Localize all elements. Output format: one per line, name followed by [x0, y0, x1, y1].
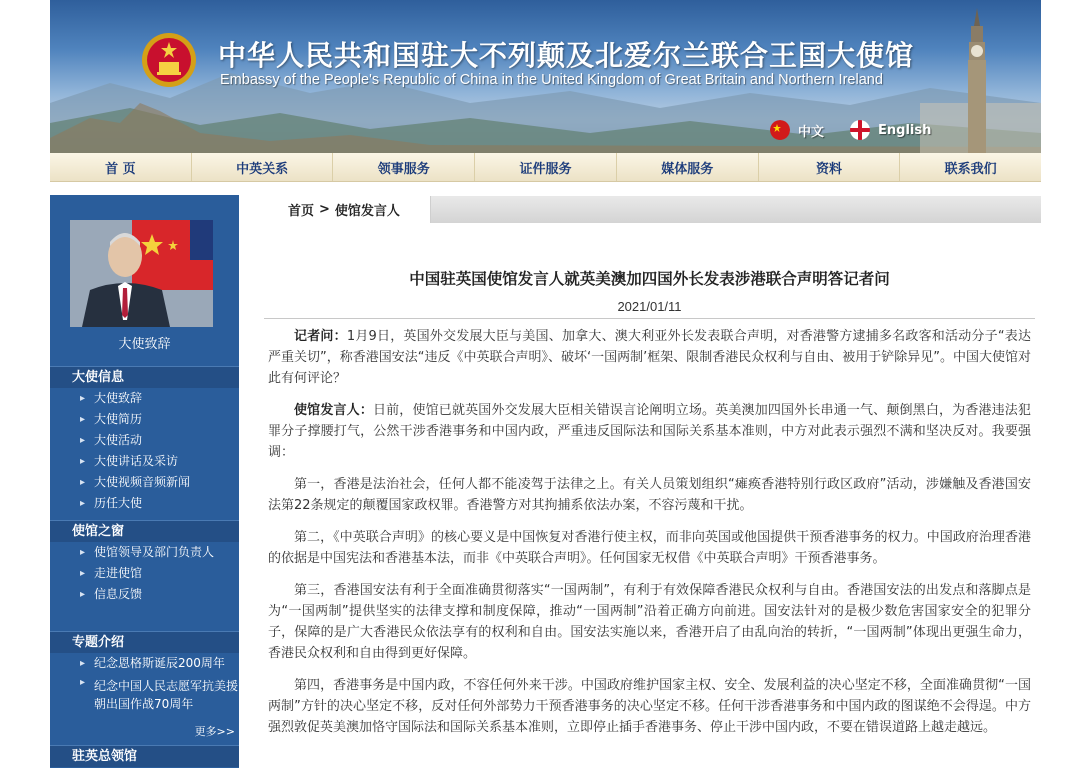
sidebar-item-ambassador-activities[interactable]: ▸ 大使活动 [50, 430, 239, 451]
site-header [50, 0, 1041, 153]
article [258, 223, 1041, 768]
paragraph-text: 日前，使馆已就英国外交发展大臣相关错误言论阐明立场。英美澳加四国外长串通一气、颠倒黑白，为香港违法犯罪分子撑腰打气，公然干涉香港事务和中国内政，严重违反国际法和国际关系基本准则，中方对此表示强烈不满和坚决反对。我要强调： [268, 403, 1031, 460]
sidebar-item-engels-200[interactable]: ▸ 纪念恩格斯诞辰200周年 [50, 653, 239, 674]
site-title-english: Embassy of the People's Republic of China in the United Kingdom of Great Britain and Northern Ireland [220, 72, 883, 88]
sidebar-more-link[interactable]: 更多>> [194, 725, 235, 738]
article-paragraph [268, 580, 1031, 664]
nav-consular-services[interactable]: 领事服务 [333, 153, 475, 181]
paragraph-text: 第四，香港事务是中国内政，不容任何外来干涉。中国政府维护国家主权、安全、发展利益的决心坚定不移，全面准确贯彻“一国两制”方针的决心坚定不移，反对任何外部势力干预香港事务的决心坚定不移。任何干涉香港事务和中国内政的图谋绝不会得逞。中方强烈敦促英美澳加恪守国际法和国际关系基本准则，立即停止插手香港事务、停止干涉中国内政，不要在错误道路上越走越远。 [268, 678, 1031, 735]
china-flag-icon [770, 120, 790, 140]
sidebar-section-special-topics [50, 631, 239, 738]
article-paragraph [268, 326, 1031, 389]
main-navigation [50, 153, 1041, 182]
sidebar-item-ambassador-speech[interactable]: ▸ 大使致辞 [50, 388, 239, 409]
breadcrumb [258, 196, 431, 223]
language-chinese-link[interactable] [770, 120, 824, 140]
big-ben-image [962, 8, 992, 153]
article-paragraph [268, 474, 1031, 516]
article-paragraph [268, 400, 1031, 463]
paragraph-lead: 使馆发言人： [294, 403, 373, 418]
sidebar [50, 195, 239, 768]
sidebar-section-ambassador-info [50, 366, 239, 514]
paragraph-text: 1月9日，英国外交发展大臣与美国、加拿大、澳大利亚外长发表联合声明，对香港警方逮捕多名政客和活动分子“表达严重关切”，称香港国安法“违反《中英联合声明》、破坏‘一国两制’框架、限制香港民众权利与自由、被用于铲除异见”。中国大使馆对此有何评论？ [268, 329, 1031, 386]
nav-materials[interactable]: 资料 [759, 153, 901, 181]
uk-flag-icon [850, 120, 870, 140]
nav-contact-us[interactable]: 联系我们 [944, 161, 997, 177]
sidebar-item-inside-embassy[interactable]: ▸ 走进使馆 [50, 563, 239, 584]
sidebar-item-volunteer-army-70[interactable]: ▸ 纪念中国人民志愿军抗美援朝出国作战70周年 [50, 674, 239, 716]
sidebar-item-ambassador-video-audio[interactable]: ▸ 大使视频音频新闻 [50, 472, 239, 493]
site-title-chinese: 中华人民共和国驻大不列颠及北爱尔兰联合王国大使馆 [218, 39, 915, 72]
sidebar-item-feedback[interactable]: ▸ 信息反馈 [50, 584, 239, 605]
sidebar-section-title: 专题介绍 [50, 631, 239, 653]
sidebar-item-ambassador-speeches-interviews[interactable]: ▸ 大使讲话及采访 [50, 451, 239, 472]
ambassador-portrait-image [70, 220, 213, 327]
language-english-label: English [878, 122, 932, 138]
national-emblem-icon [140, 30, 198, 90]
language-chinese-label: 中文 [798, 124, 825, 140]
paragraph-text: 第三，香港国安法有利于全面准确贯彻落实“一国两制”，有利于有效保障香港民众权利与自由。香港国安法的出发点和落脚点是为“一国两制”提供坚实的法律支撑和制度保障，推动“一国两制”沿着正确方向前进。国安法针对的是极少数危害国家安全的犯罪分子，保障的是广大香港民众依法享有的权利和自由。国安法实施以来，香港开启了由乱向治的转折，“一国两制”体现出更强生命力，香港民众权利和自由得到更好保障。 [268, 583, 1031, 661]
paragraph-text: 第二，《中英联合声明》的核心要义是中国恢复对香港行使主权，而非向英国或他国提供干预香港事务的权力。中国政府治理香港的依据是中国宪法和香港基本法，而非《中英联合声明》。任何国家无权借《中英联合声明》干预香港事务。 [268, 530, 1031, 566]
sidebar-section-consulates [50, 745, 239, 767]
article-title: 中国驻英国使馆发言人就英美澳加四国外长发表涉港联合声明答记者问 [409, 270, 890, 288]
ambassador-speech-link[interactable]: 大使致辞 [118, 337, 171, 352]
breadcrumb-separator: > [319, 202, 330, 217]
breadcrumb-bar [258, 196, 1041, 223]
sidebar-item-former-ambassadors[interactable]: ▸ 历任大使 [50, 493, 239, 514]
sidebar-section-embassy-window [50, 520, 239, 605]
nav-home[interactable]: 首 页 [50, 153, 192, 181]
sidebar-section-title: 驻英总领馆 [50, 745, 239, 767]
nav-media-services[interactable]: 媒体服务 [617, 153, 759, 181]
sidebar-section-title: 使馆之窗 [50, 520, 239, 542]
language-english-link[interactable] [850, 120, 931, 140]
article-divider [264, 318, 1035, 319]
nav-china-uk-relations[interactable]: 中英关系 [192, 153, 334, 181]
paragraph-lead: 记者问： [294, 329, 347, 344]
article-paragraph [268, 527, 1031, 569]
sidebar-item-ambassador-biography[interactable]: ▸ 大使简历 [50, 409, 239, 430]
sidebar-section-title: 大使信息 [50, 366, 239, 388]
breadcrumb-current-link[interactable]: 使馆发言人 [334, 204, 400, 219]
sidebar-item-embassy-leaders[interactable]: ▸ 使馆领导及部门负责人 [50, 542, 239, 563]
article-date: 2021/01/11 [617, 299, 682, 314]
article-body [258, 326, 1041, 738]
article-paragraph [268, 675, 1031, 738]
ambassador-photo[interactable] [70, 220, 213, 327]
nav-document-services[interactable]: 证件服务 [475, 153, 617, 181]
paragraph-text: 第一，香港是法治社会，任何人都不能凌驾于法律之上。有关人员策划组织“瘫痪香港特别行政区政府”活动，涉嫌触及香港国安法第22条规定的颠覆国家政权罪。香港警方对其拘捕系依法办案，不容污蔑和干扰。 [268, 477, 1031, 513]
breadcrumb-home-link[interactable]: 首页 [288, 204, 315, 219]
